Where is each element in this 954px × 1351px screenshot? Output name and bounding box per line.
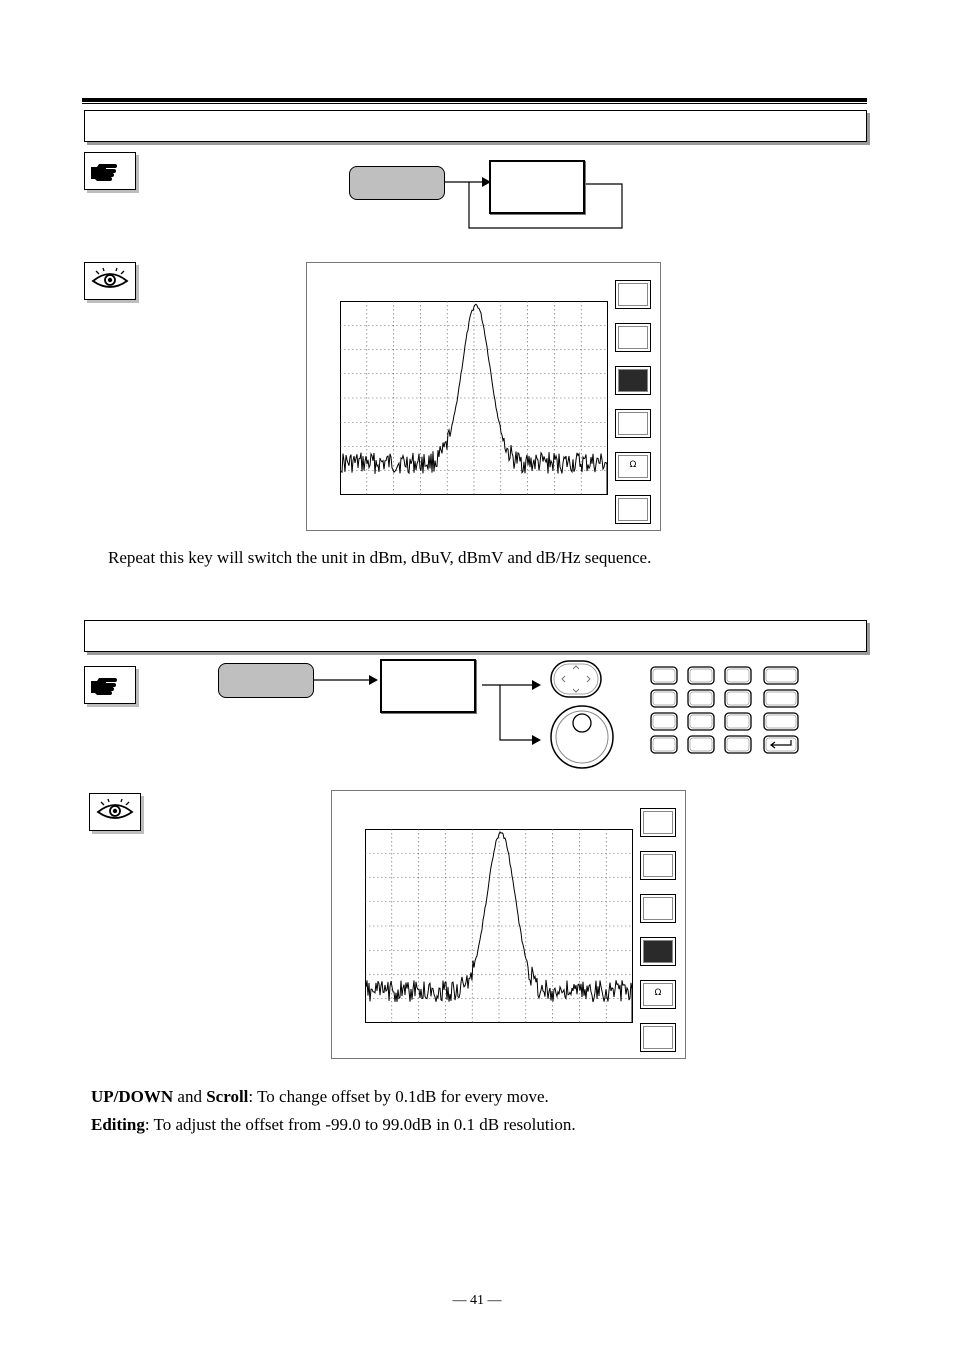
updown-label: UP/DOWN [91,1087,174,1106]
keypad-key[interactable] [764,713,798,730]
dash-right: — [484,1293,502,1308]
softkey-6[interactable] [615,495,651,524]
hard-key-1[interactable] [349,166,445,200]
keypad-key[interactable] [725,690,751,707]
ohm-label: Ω [629,460,637,470]
updown-description: : To change offset by 0.1dB for every move. [248,1087,549,1106]
scroll-label: Scroll [206,1087,249,1106]
numeric-keypad [650,666,800,758]
softkey-2[interactable] [640,851,676,880]
flow-arrow-2a [312,670,382,690]
soft-key-1[interactable] [489,160,585,214]
softkey-1[interactable] [640,808,676,837]
keypad-key[interactable] [688,736,714,753]
unit-note: Repeat this key will switch the unit in dBm, dBuV, dBmV and dB/Hz sequence. [108,548,652,567]
rotary-knob-icon[interactable] [549,704,615,770]
softkey-3[interactable] [615,366,651,395]
display-icon-box-2 [89,793,141,831]
eye-icon [90,794,140,830]
editing-line [91,1114,576,1136]
editing-label: Editing [91,1115,145,1134]
section-header-1 [84,110,867,142]
keypad-key[interactable] [688,667,714,684]
keypad-key[interactable] [651,713,677,730]
spectrum-plot-2 [365,829,633,1023]
softkey-5[interactable] [615,452,651,481]
softkey-4[interactable] [615,409,651,438]
display-panel-2 [331,790,686,1059]
top-rule-thin [82,103,867,104]
page-number [440,1293,514,1309]
softkey-5[interactable] [640,980,676,1009]
keypad-key[interactable] [764,667,798,684]
and-word: and [173,1087,207,1106]
eye-icon [85,263,135,299]
pointing-hand-icon [85,153,135,189]
pointing-hand-icon [85,667,135,703]
softkey-4[interactable] [640,937,676,966]
keypad-key[interactable] [688,713,714,730]
soft-key-2[interactable] [380,659,476,713]
updown-line [91,1086,549,1108]
ohm-label: Ω [654,988,662,998]
section-header-2 [84,620,867,652]
softkey-2[interactable] [615,323,651,352]
softkey-6[interactable] [640,1023,676,1052]
arrow-keys-icon[interactable] [550,660,602,698]
keypad-key[interactable] [725,736,751,753]
enter-key-icon[interactable] [764,736,798,753]
operation-icon-box-2 [84,666,136,704]
hard-key-2[interactable] [218,663,314,698]
display-panel-1 [306,262,661,531]
operation-icon-box-1 [84,152,136,190]
display-icon-box-1 [84,262,136,300]
flow-arrows-2b [478,670,548,750]
top-rule [82,98,867,102]
softkey-3[interactable] [640,894,676,923]
keypad-key[interactable] [651,667,677,684]
keypad-key[interactable] [651,690,677,707]
dash-left: — [452,1293,470,1308]
keypad-key[interactable] [688,690,714,707]
spectrum-plot-1 [340,301,608,495]
editing-description: : To adjust the offset from -99.0 to 99.0dB in 0.1 dB resolution. [144,1115,576,1134]
softkey-1[interactable] [615,280,651,309]
page-number-value: 41 [470,1293,484,1308]
keypad-key[interactable] [764,690,798,707]
keypad-key[interactable] [725,713,751,730]
keypad-key[interactable] [725,667,751,684]
keypad-key[interactable] [651,736,677,753]
